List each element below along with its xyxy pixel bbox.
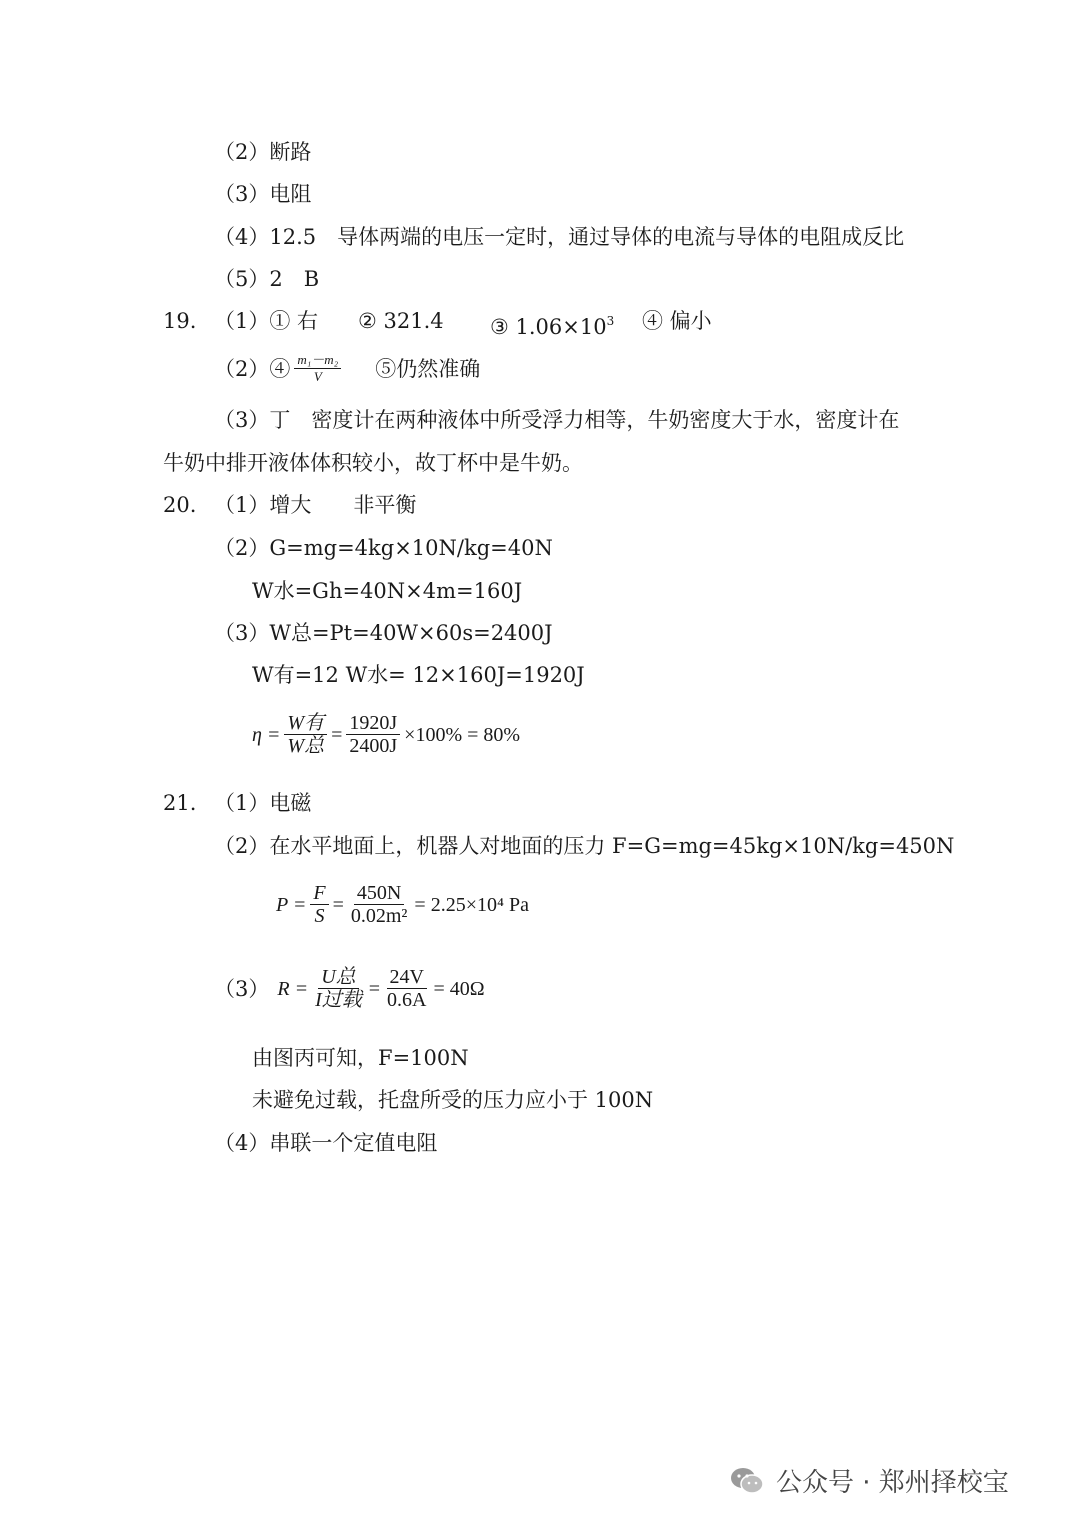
q20-efficiency-equation: η = $\frac{\text{W有}}{\text{W总}}$ = $\frac{1920J}{2400J}$ ×100% = 80% <box>252 712 521 757</box>
q20-part3-useful-work: W有=12 W水= 12×160J=1920J <box>252 663 585 687</box>
q19-part1-d: ④ 偏小 <box>642 309 712 333</box>
q20-number: 20. <box>163 493 197 517</box>
q19-density-fraction: $\frac{\text{m₁－m₂}}{V}$ <box>294 352 341 385</box>
q21-resistance-equation: （3） R = $\frac{\text{U总}}{\text{I过载}}$ = $\frac{24V}{0.6A}$ = 40Ω <box>214 966 485 1011</box>
q20-part2: （2）G=mg=4kg×10N/kg=40N <box>214 536 553 560</box>
q21-part1: （1）电磁 <box>214 791 312 815</box>
q19-part1-c: ③ $1.06\times 10^3$ <box>490 314 615 339</box>
q18-part2: （2）断路 <box>214 140 312 164</box>
q19-part1-b: ② 321.4 <box>358 309 444 333</box>
q19-part3-line2: 牛奶中排开液体体积较小，故丁杯中是牛奶。 <box>163 451 583 475</box>
q20-part2-work: W水=Gh=40N×4m=160J <box>252 579 523 603</box>
q21-part4: （4）串联一个定值电阻 <box>214 1131 438 1155</box>
q21-part2: （2）在水平地面上，机器人对地面的压力 F=G=mg=45kg×10N/kg=450N <box>214 834 955 858</box>
q18-part3: （3）电阻 <box>214 182 312 206</box>
q21-pressure-equation: P = $\frac{F}{S}$ = $\frac{450N}{\text{0.02m²}}$ = 2.25×10⁴ Pa <box>276 882 529 927</box>
q21-part3-force: 由图丙可知，F=100N <box>252 1046 469 1070</box>
q19-part2: （2）④ $\frac{\text{m₁－m₂}}{V}$ ⑤仍然准确 <box>214 352 481 384</box>
q20-part1: （1）增大 非平衡 <box>214 493 417 517</box>
q21-part3-conclusion: 未避免过载，托盘所受的压力应小于 100N <box>252 1088 654 1112</box>
watermark <box>730 1462 1009 1499</box>
q18-part4: （4）12.5 导体两端的电压一定时，通过导体的电流与导体的电阻成反比 <box>214 225 905 249</box>
q18-part5: （5）2 B <box>214 267 320 291</box>
q20-part3: （3）W总=Pt=40W×60s=2400J <box>214 621 553 645</box>
q19-part3-line1: （3）丁 密度计在两种液体中所受浮力相等，牛奶密度大于水，密度计在 <box>214 408 900 432</box>
watermark-text: 公众号 · 郑州择校宝 <box>776 1468 1009 1498</box>
q21-number: 21. <box>163 791 197 815</box>
q19-number: 19. <box>163 309 197 333</box>
q19-part1-a: （1）① 右 <box>214 309 319 333</box>
wechat-icon <box>730 1467 764 1495</box>
